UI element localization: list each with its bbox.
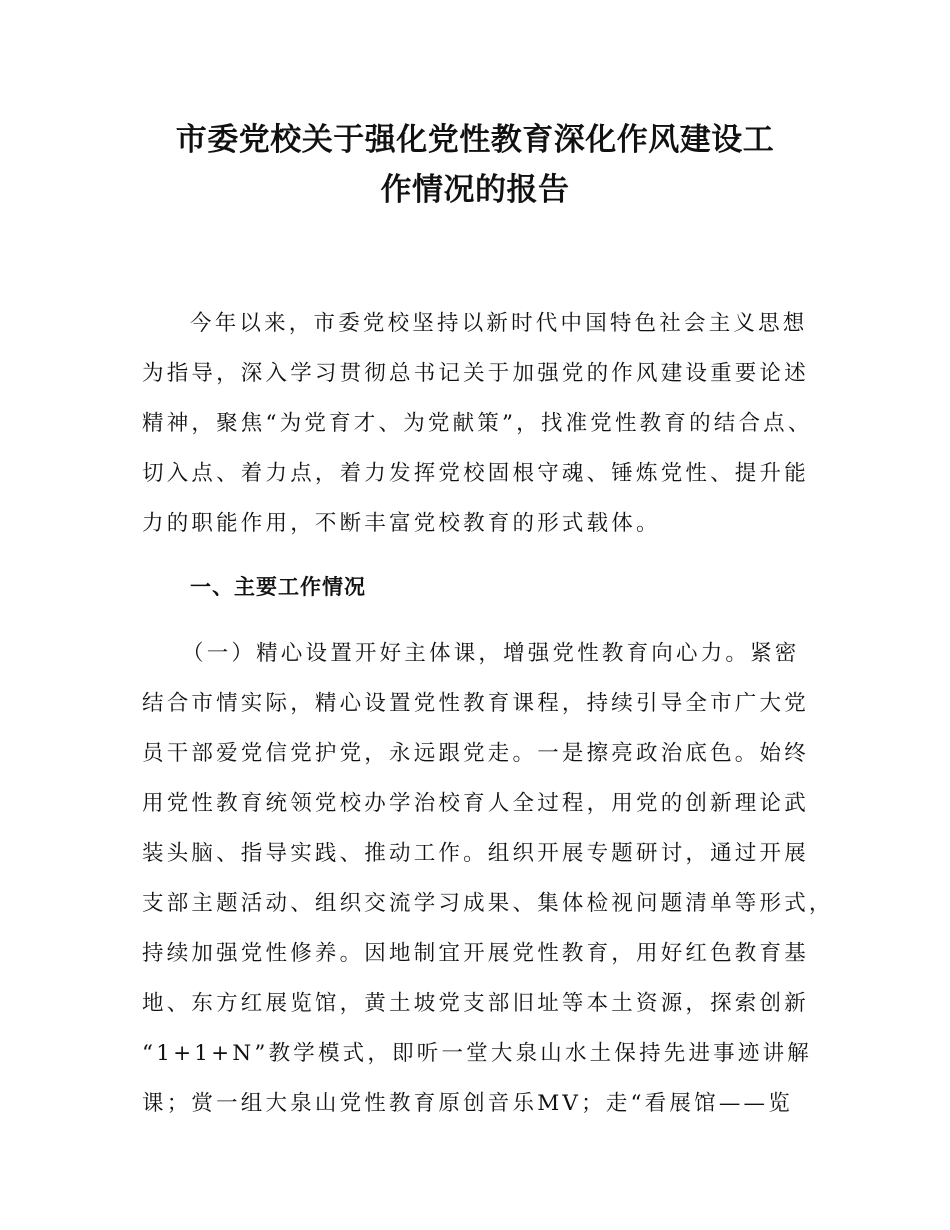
intro-line-5: 力的职能作用，不断丰富党校教育的形式载体。: [142, 511, 661, 536]
body-line-3: 员干部爱党信党护党，永远跟党走。一是擦亮政治底色。始终: [142, 741, 809, 766]
body-line-10: 课；赏一组大泉山党性教育原创音乐MV；走“看展馆——览: [142, 1091, 793, 1116]
body-line-5: 装头脑、指导实践、推动工作。组织开展专题研讨，通过开展: [142, 841, 809, 866]
body-line-6: 支部主题活动、组织交流学习成果、集体检视问题清单等形式，: [142, 891, 834, 916]
document-title-line-1: 市委党校关于强化党性教育深化作风建设工: [175, 122, 775, 158]
body-line-7: 持续加强党性修养。因地制宜开展党性教育，用好红色教育基: [142, 941, 809, 966]
intro-line-4: 切入点、着力点，着力发挥党校固根守魂、锤炼党性、提升能: [142, 461, 809, 486]
intro-line-2: 为指导，深入学习贯彻总书记关于加强党的作风建设重要论述: [142, 361, 809, 386]
body-line-2: 结合市情实际，精心设置党性教育课程，持续引导全市广大党: [142, 691, 809, 716]
body-line-8: 地、东方红展览馆，黄土坡党支部旧址等本土资源，探索创新: [142, 991, 809, 1016]
body-line-1: （一）精心设置开好主体课，增强党性教育向心力。紧密: [182, 641, 800, 666]
body-line-4: 用党性教育统领党校办学治校育人全过程，用党的创新理论武: [142, 791, 809, 816]
intro-line-3: 精神，聚焦“为党育才、为党献策”，找准党性教育的结合点、: [142, 411, 813, 436]
section-heading: 一、主要工作情况: [190, 575, 366, 599]
document-title-line-2: 作情况的报告: [380, 172, 570, 208]
intro-line-1: 今年以来，市委党校坚持以新时代中国特色社会主义思想: [190, 311, 808, 336]
body-line-9: “1+1+N”教学模式，即听一堂大泉山水土保持先进事迹讲解: [142, 1041, 812, 1066]
